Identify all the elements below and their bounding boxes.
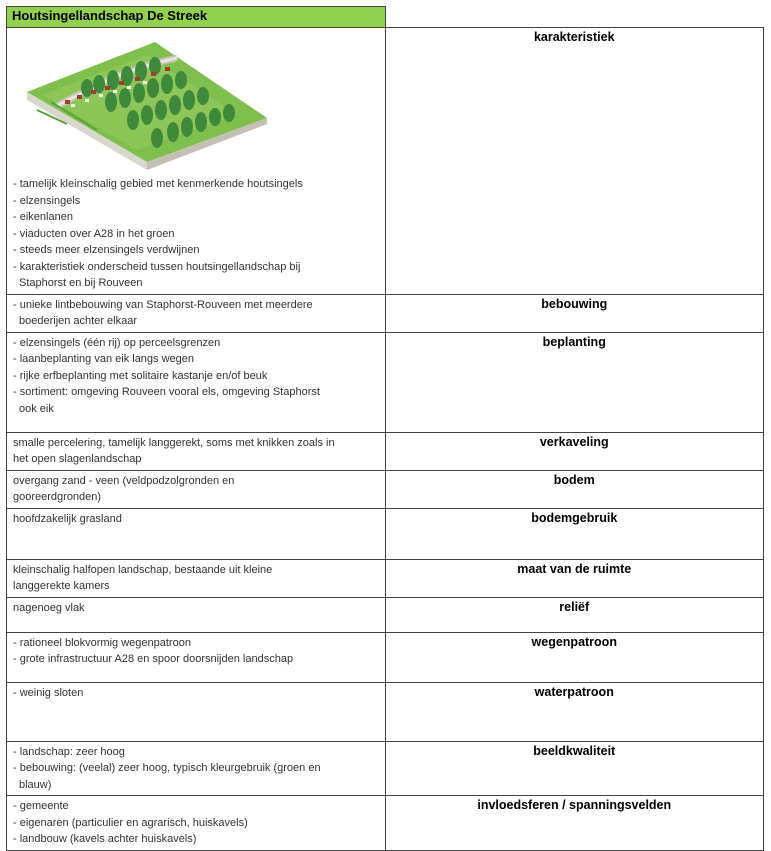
row-heading: beeldkwaliteit (385, 741, 764, 796)
text-line: - rijke erfbeplanting met solitaire kastanje en/of beuk (13, 369, 268, 382)
row-description (7, 470, 386, 508)
row-description (7, 508, 386, 559)
title-row (7, 7, 764, 28)
row-description (7, 796, 386, 851)
table-row (7, 741, 764, 796)
table-row (7, 432, 764, 470)
row-description (7, 682, 386, 741)
row-heading: invloedsferen / spanningsvelden (385, 796, 764, 851)
row-heading: waterpatroon (385, 682, 764, 741)
row-heading: verkaveling (385, 432, 764, 470)
text-line: - karakteristiek onderscheid tussen houtsingellandschap bij (13, 260, 301, 273)
row-heading: bodemgebruik (385, 508, 764, 559)
title-row-empty-cell (385, 7, 764, 28)
text-line: langgerekte kamers (13, 580, 110, 592)
text-line: - weinig sloten (13, 686, 84, 699)
text-line: gooreerdgronden) (13, 491, 102, 503)
table-row (7, 559, 764, 597)
table-row (7, 632, 764, 682)
text-line: ook eik (19, 402, 54, 415)
row-heading: wegenpatroon (385, 632, 764, 682)
landscape-table (6, 6, 764, 851)
table-title: Houtsingellandschap De Streek (7, 7, 386, 28)
table-row (7, 294, 764, 332)
table-row (7, 597, 764, 632)
text-line: - elzensingels (13, 194, 81, 207)
row-heading: karakteristiek (385, 28, 764, 295)
text-line: het open slagenlandschap (13, 453, 142, 465)
text-line: - tamelijk kleinschalig gebied met kenmerkende houtsingels (13, 178, 303, 190)
row-description (7, 559, 386, 597)
text-line: - eigenaren (particulier en agrarisch, huiskavels) (13, 816, 248, 829)
row-description (7, 332, 386, 432)
text-line: - landschap: zeer hoog (13, 745, 125, 758)
table-row (7, 508, 764, 559)
row-heading: beplanting (385, 332, 764, 432)
text-line: boederijen achter elkaar (19, 315, 138, 327)
landscape-block-illustration (27, 40, 267, 170)
text-line: - landbouw (kavels achter huiskavels) (13, 833, 197, 845)
row-description (7, 294, 386, 332)
row-description (7, 597, 386, 632)
text-line: - viaducten over A28 in het groen (13, 227, 175, 240)
text-line: - gemeente (13, 800, 69, 812)
table-row (7, 332, 764, 432)
text-line: - rationeel blokvormig wegenpatroon (13, 636, 191, 649)
table-row (7, 796, 764, 851)
row-description (7, 741, 386, 796)
row-heading: maat van de ruimte (385, 559, 764, 597)
text-line: - unieke lintbebouwing van Staphorst-Rouveen met meerdere (13, 298, 313, 311)
landscape-sheet (6, 6, 764, 851)
text-line: - grote infrastructuur A28 en spoor doorsnijden landschap (13, 653, 294, 665)
table-row (7, 28, 764, 295)
row-description (7, 28, 386, 295)
text-line: blauw) (19, 778, 52, 791)
row-heading: bebouwing (385, 294, 764, 332)
text-line: nagenoeg vlak (13, 601, 85, 614)
row-heading: reliëf (385, 597, 764, 632)
text-line: - sortiment: omgeving Rouveen vooral els, omgeving Staphorst (13, 386, 320, 398)
text-line: - eikenlanen (13, 211, 73, 223)
row-heading: bodem (385, 470, 764, 508)
text-line: overgang zand - veen (veldpodzolgronden en (13, 474, 235, 487)
text-line: smalle percelering, tamelijk langgerekt, soms met knikken zoals in (13, 436, 335, 449)
row-description (7, 432, 386, 470)
text-line: Staphorst en bij Rouveen (19, 277, 143, 289)
table-row (7, 470, 764, 508)
table-row (7, 682, 764, 741)
text-line: kleinschalig halfopen landschap, bestaande uit kleine (13, 563, 273, 576)
text-line: - elzensingels (één rij) op perceelsgrenzen (13, 336, 221, 349)
row-description (7, 632, 386, 682)
text-line: hoofdzakelijk grasland (13, 512, 122, 525)
text-line: - laanbeplanting van eik langs wegen (13, 353, 195, 365)
text-line: - steeds meer elzensingels verdwijnen (13, 244, 200, 256)
text-line: - bebouwing: (veelal) zeer hoog, typisch kleurgebruik (groen en (13, 762, 321, 774)
